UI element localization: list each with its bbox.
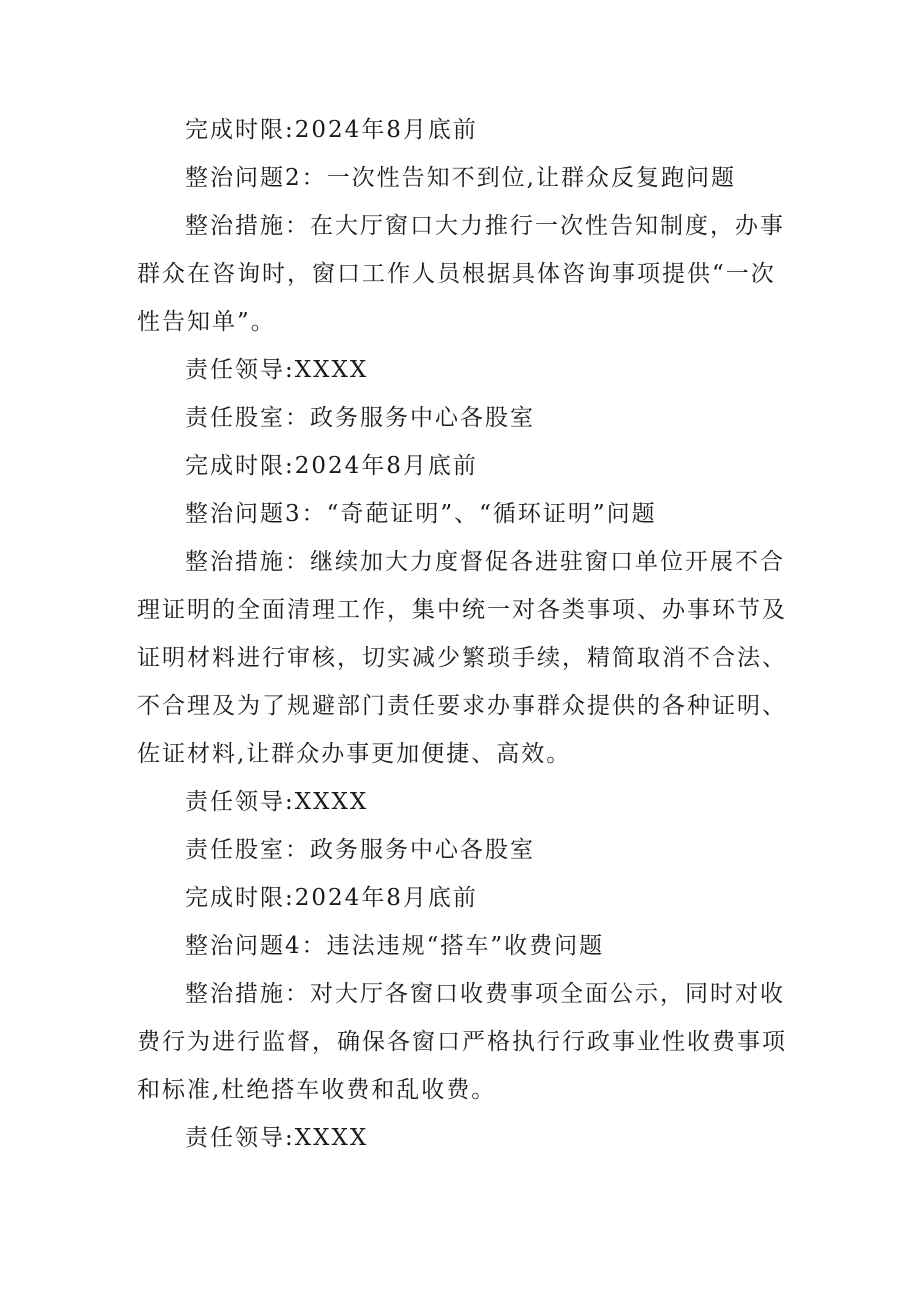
issue-3-measures: 整治措施：继续加大力度督促各进驻窗口单位开展不合理证明的全面清理工作，集中统一对各类事项、办事环节及证明材料进行审核，切实减少繁琐手续，精简取消不合法、不合理及为了规避部门责任要求办事群众提供的各种证明、佐证材料,让群众办事更加便捷、高效。 [137,549,787,767]
issue-3-title: 整治问题3：“奇葩证明”、“循环证明”问题 [185,501,657,527]
deadline-line: 完成时限:2024年8月底前 [185,453,478,479]
deadline-line: 完成时限:2024年8月底前 [185,117,478,143]
responsible-office-line: 责任股室：政务服务中心各股室 [185,837,535,863]
deadline-line: 完成时限:2024年8月底前 [185,885,478,911]
issue-4-title: 整治问题4：违法违规“搭车”收费问题 [185,933,605,959]
responsible-leader-line: 责任领导:XXXX [185,357,369,383]
document-body [137,106,797,1162]
responsible-office-line: 责任股室：政务服务中心各股室 [185,405,535,431]
responsible-leader-line: 责任领导:XXXX [185,1125,369,1151]
issue-4-measures: 整治措施：对大厅各窗口收费事项全面公示，同时对收费行为进行监督，确保各窗口严格执行行政事业性收费事项和标准,杜绝搭车收费和乱收费。 [137,981,787,1103]
issue-2-measures: 整治措施：在大厅窗口大力推行一次性告知制度，办事群众在咨询时，窗口工作人员根据具体咨询事项提供“一次性告知单”。 [137,213,785,335]
issue-2-title: 整治问题2：一次性告知不到位,让群众反复跑问题 [185,165,736,191]
responsible-leader-line: 责任领导:XXXX [185,789,369,815]
